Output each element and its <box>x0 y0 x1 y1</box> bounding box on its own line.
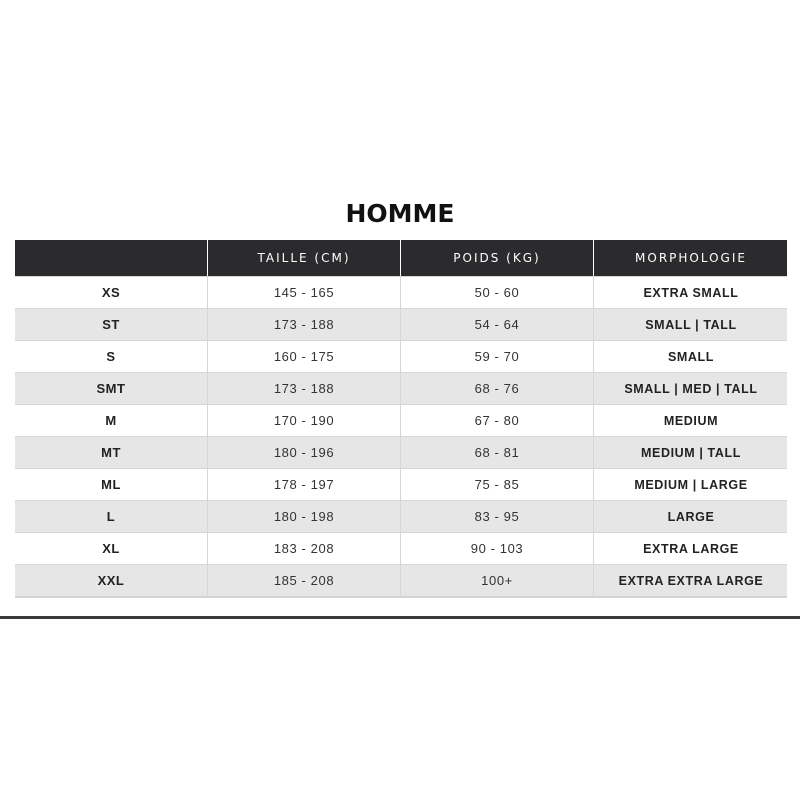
weight-cell: 100+ <box>401 565 593 597</box>
height-cell: 173 - 188 <box>208 309 400 341</box>
size-cell: M <box>15 405 207 437</box>
weight-cell: 54 - 64 <box>401 309 593 341</box>
size-table-grid <box>15 240 786 597</box>
size-cell: ST <box>15 309 207 341</box>
weight-cell: 50 - 60 <box>401 277 593 309</box>
morphology-cell: SMALL <box>594 341 787 373</box>
morphology-cell: MEDIUM | LARGE <box>594 469 787 501</box>
height-cell: 145 - 165 <box>208 277 400 309</box>
morphology-cell: MEDIUM | TALL <box>594 437 787 469</box>
weight-cell: 68 - 76 <box>401 373 593 405</box>
weight-cell: 67 - 80 <box>401 405 593 437</box>
weight-cell: 68 - 81 <box>401 437 593 469</box>
weight-cell: 75 - 85 <box>401 469 593 501</box>
morphology-cell: EXTRA LARGE <box>594 533 787 565</box>
height-cell: 180 - 196 <box>208 437 400 469</box>
size-cell: XL <box>15 533 207 565</box>
weight-cell: 59 - 70 <box>401 341 593 373</box>
morphology-cell: EXTRA SMALL <box>594 277 787 309</box>
size-cell: XXL <box>15 565 207 597</box>
height-cell: 170 - 190 <box>208 405 400 437</box>
morphology-cell: SMALL | TALL <box>594 309 787 341</box>
height-cell: 183 - 208 <box>208 533 400 565</box>
header-weight: POIDS (KG) <box>401 240 593 277</box>
height-cell: 173 - 188 <box>208 373 400 405</box>
weight-cell: 83 - 95 <box>401 501 593 533</box>
page-title: HOMME <box>345 199 455 228</box>
header-size <box>15 240 207 277</box>
weight-cell: 90 - 103 <box>401 533 593 565</box>
morphology-cell: MEDIUM <box>594 405 787 437</box>
size-cell: S <box>15 341 207 373</box>
size-cell: MT <box>15 437 207 469</box>
height-cell: 180 - 198 <box>208 501 400 533</box>
size-cell: ML <box>15 469 207 501</box>
size-cell: XS <box>15 277 207 309</box>
morphology-cell: EXTRA EXTRA LARGE <box>594 565 787 597</box>
height-cell: 160 - 175 <box>208 341 400 373</box>
crop-divider <box>0 616 800 619</box>
header-morphology: MORPHOLOGIE <box>594 240 787 277</box>
size-cell: L <box>15 501 207 533</box>
morphology-cell: SMALL | MED | TALL <box>594 373 787 405</box>
size-cell: SMT <box>15 373 207 405</box>
header-height: TAILLE (CM) <box>208 240 400 277</box>
height-cell: 185 - 208 <box>208 565 400 597</box>
height-cell: 178 - 197 <box>208 469 400 501</box>
morphology-cell: LARGE <box>594 501 787 533</box>
size-table <box>15 240 787 616</box>
